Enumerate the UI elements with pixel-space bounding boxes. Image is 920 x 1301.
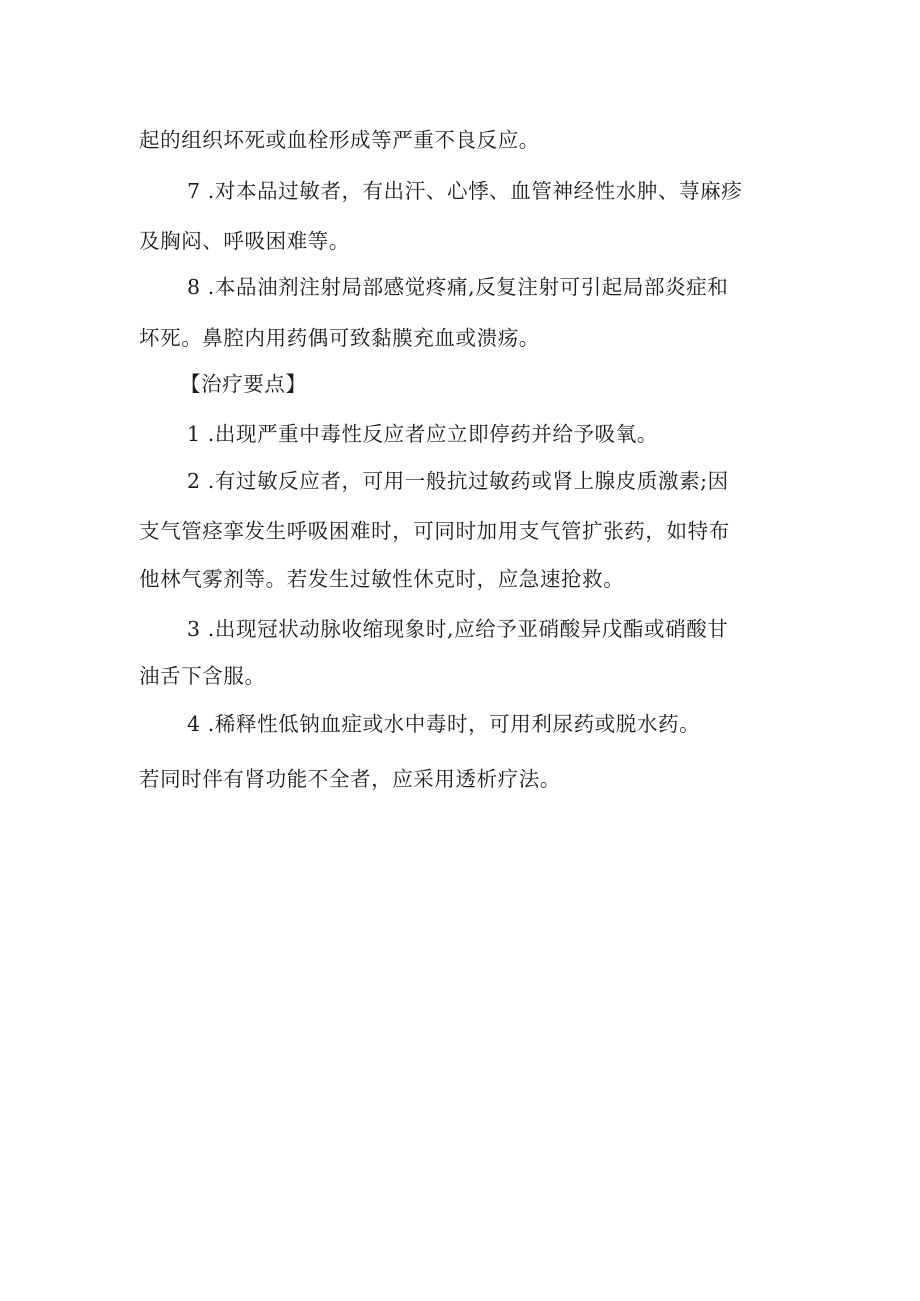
list-item-8: 8 .本品油剂注射局部感觉疼痛,反复注射可引起局部炎症和: [187, 275, 729, 299]
text-line-continuation: 及胸闷、呼吸困难等。: [139, 229, 350, 253]
text-line-continuation: 起的组织坏死或血栓形成等严重不良反应。: [139, 128, 540, 152]
text-line-continuation: 坏死。鼻腔内用药偶可致黏膜充血或溃疡。: [139, 326, 540, 350]
text-line-continuation: 他林气雾剂等。若发生过敏性休克时，应急速抢救。: [139, 567, 625, 591]
text-line-continuation: 若同时伴有肾功能不全者，应采用透析疗法。: [139, 767, 561, 791]
treatment-item-4: 4 .稀释性低钠血症或水中毒时，可用利尿药或脱水药。: [187, 712, 701, 736]
text-line-continuation: 油舌下含服。: [139, 664, 266, 688]
treatment-item-1: 1 .出现严重中毒性反应者应立即停药并给予吸氧。: [187, 422, 658, 446]
treatment-item-2: 2 .有过敏反应者，可用一般抗过敏药或肾上腺皮质激素;因: [187, 469, 729, 493]
treatment-item-3: 3 .出现冠状动脉收缩现象时,应给予亚硝酸异戊酯或硝酸甘: [187, 617, 729, 641]
list-item-7: 7 .对本品过敏者，有出汗、心悸、血管神经性水肿、荨麻疹: [187, 179, 743, 203]
text-line-continuation: 支气管痉挛发生呼吸困难时，可同时加用支气管扩张药，如特布: [139, 519, 730, 543]
section-heading: 【治疗要点】: [180, 372, 307, 396]
